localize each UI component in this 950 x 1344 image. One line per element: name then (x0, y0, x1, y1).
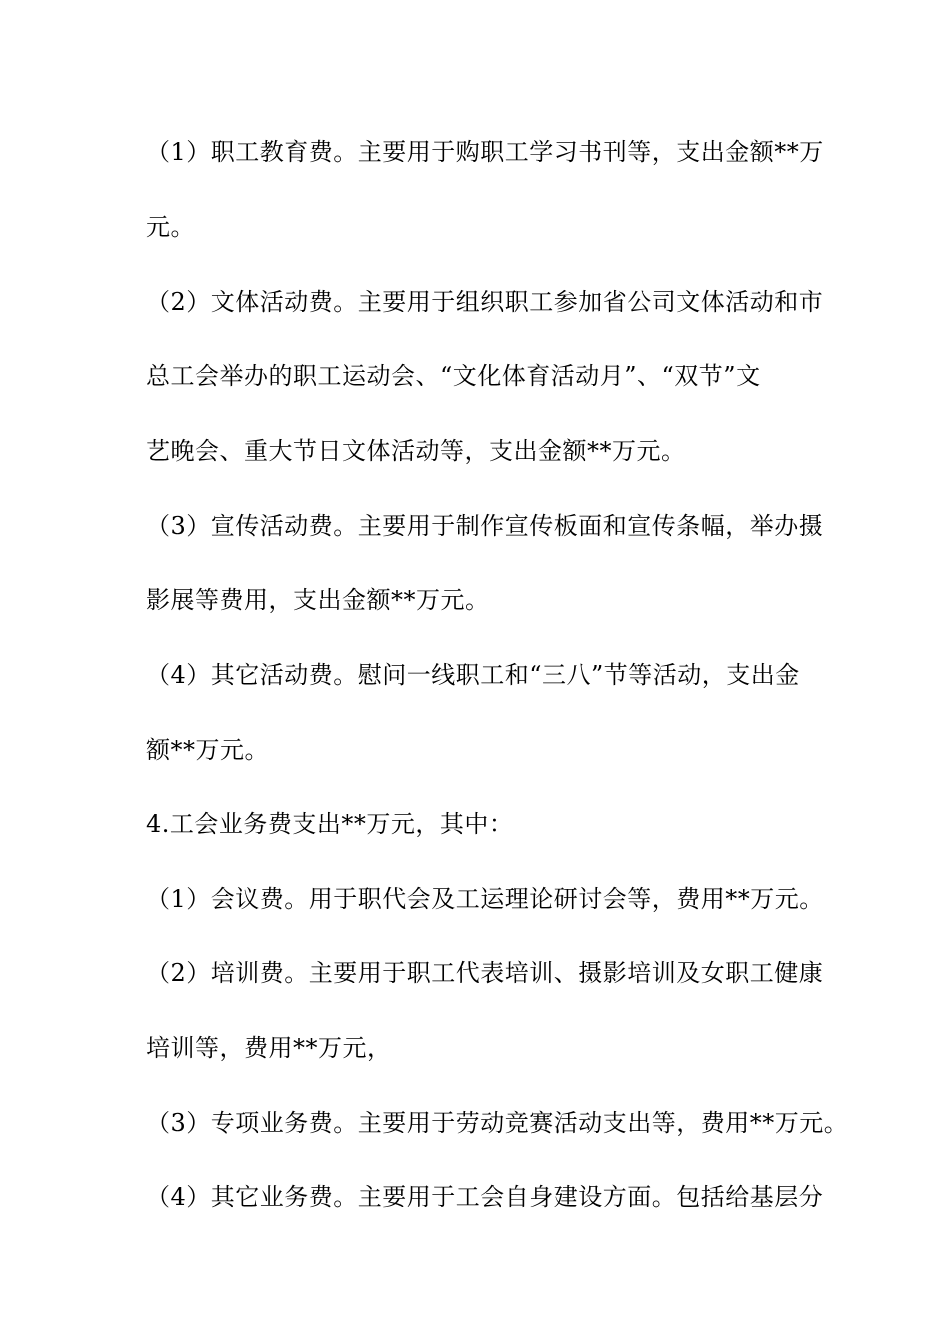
section-heading-4: 4.工会业务费支出**万元，其中： (146, 810, 514, 838)
text-line-7: 影展等费用，支出金额**万元。 (146, 586, 490, 614)
text-line-4: 总工会举办的职工运动会、“文化体育活动月”、“双节”文 (146, 362, 761, 390)
text-line-13: 培训等，费用**万元， (146, 1034, 392, 1062)
text-line-12: （2）培训费。主要用于职工代表培训、摄影培训及女职工健康 (146, 959, 824, 987)
text-line-8: （4）其它活动费。慰问一线职工和“三八”节等活动，支出金 (146, 661, 800, 689)
text-line-3: （2）文体活动费。主要用于组织职工参加省公司文体活动和市 (146, 288, 824, 316)
text-line-2: 元。 (146, 213, 195, 241)
text-line-9: 额**万元。 (146, 736, 269, 764)
text-line-5: 艺晚会、重大节日文体活动等，支出金额**万元。 (146, 437, 686, 465)
text-line-14: （3）专项业务费。主要用于劳动竞赛活动支出等，费用**万元。 (146, 1109, 849, 1137)
text-line-6: （3）宣传活动费。主要用于制作宣传板面和宣传条幅，举办摄 (146, 512, 824, 540)
text-line-1: （1）职工教育费。主要用于购职工学习书刊等，支出金额**万 (146, 138, 824, 166)
text-line-11: （1）会议费。用于职代会及工运理论研讨会等，费用**万元。 (146, 885, 824, 913)
text-line-15: （4）其它业务费。主要用于工会自身建设方面。包括给基层分 (146, 1183, 824, 1211)
